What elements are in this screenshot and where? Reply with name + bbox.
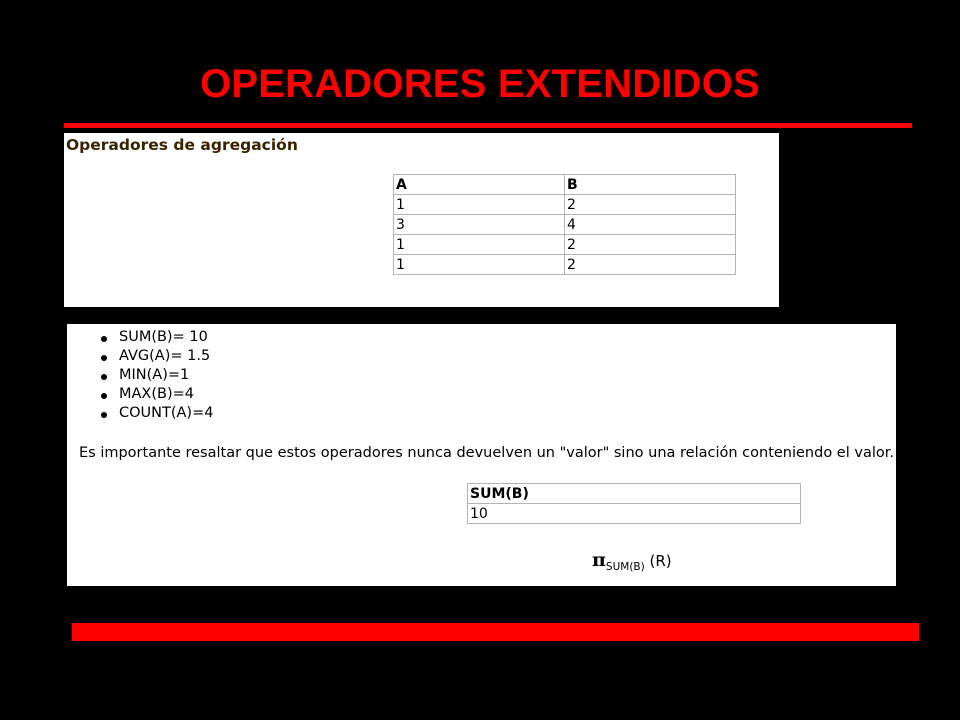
list-item-text: COUNT(A)=4 [119,405,214,421]
column-header-a: A [394,175,565,195]
list-item-text: AVG(A)= 1.5 [119,348,211,364]
bullet-icon [101,355,107,361]
result-header: SUM(B) [468,484,801,504]
table-cell: 3 [394,215,565,235]
bullet-icon [101,393,107,399]
pi-symbol: π [592,549,606,571]
table-row [394,195,736,215]
aggregation-panel [64,133,779,307]
list-item-text: SUM(B)= 10 [119,329,208,345]
table-cell: 1 [394,235,565,255]
list-item [101,385,213,404]
relation-table [393,174,736,275]
bullet-icon [101,412,107,418]
formula-subscript: SUM(B) [605,561,645,573]
list-item [101,404,213,423]
results-panel [67,324,896,586]
table-cell: 1 [394,255,565,275]
table-cell: 1 [394,195,565,215]
projection-formula [592,549,672,573]
footer-bar [72,623,919,641]
list-item [101,366,213,385]
table-row [394,215,736,235]
table-row [394,235,736,255]
table-cell: 2 [565,195,736,215]
table-header-row [468,484,801,504]
table-cell: 2 [565,235,736,255]
explanation-note: Es importante resaltar que estos operadores nunca devuelven un "valor" sino una relación conteniendo el valor. [79,445,894,461]
table-row [468,504,801,524]
aggregate-results-list [101,328,213,423]
table-row [394,255,736,275]
formula-argument: (R) [649,552,672,570]
table-cell: 2 [565,255,736,275]
result-table [467,483,801,524]
aggregation-heading: Operadores de agregación [66,136,298,154]
bullet-icon [101,374,107,380]
list-item-text: MAX(B)=4 [119,386,194,402]
list-item [101,347,213,366]
slide-title: OPERADORES EXTENDIDOS [200,62,760,106]
list-item [101,328,213,347]
table-header-row [394,175,736,195]
bullet-icon [101,336,107,342]
table-cell: 4 [565,215,736,235]
result-value: 10 [468,504,801,524]
list-item-text: MIN(A)=1 [119,367,190,383]
title-underline [64,123,912,128]
column-header-b: B [565,175,736,195]
